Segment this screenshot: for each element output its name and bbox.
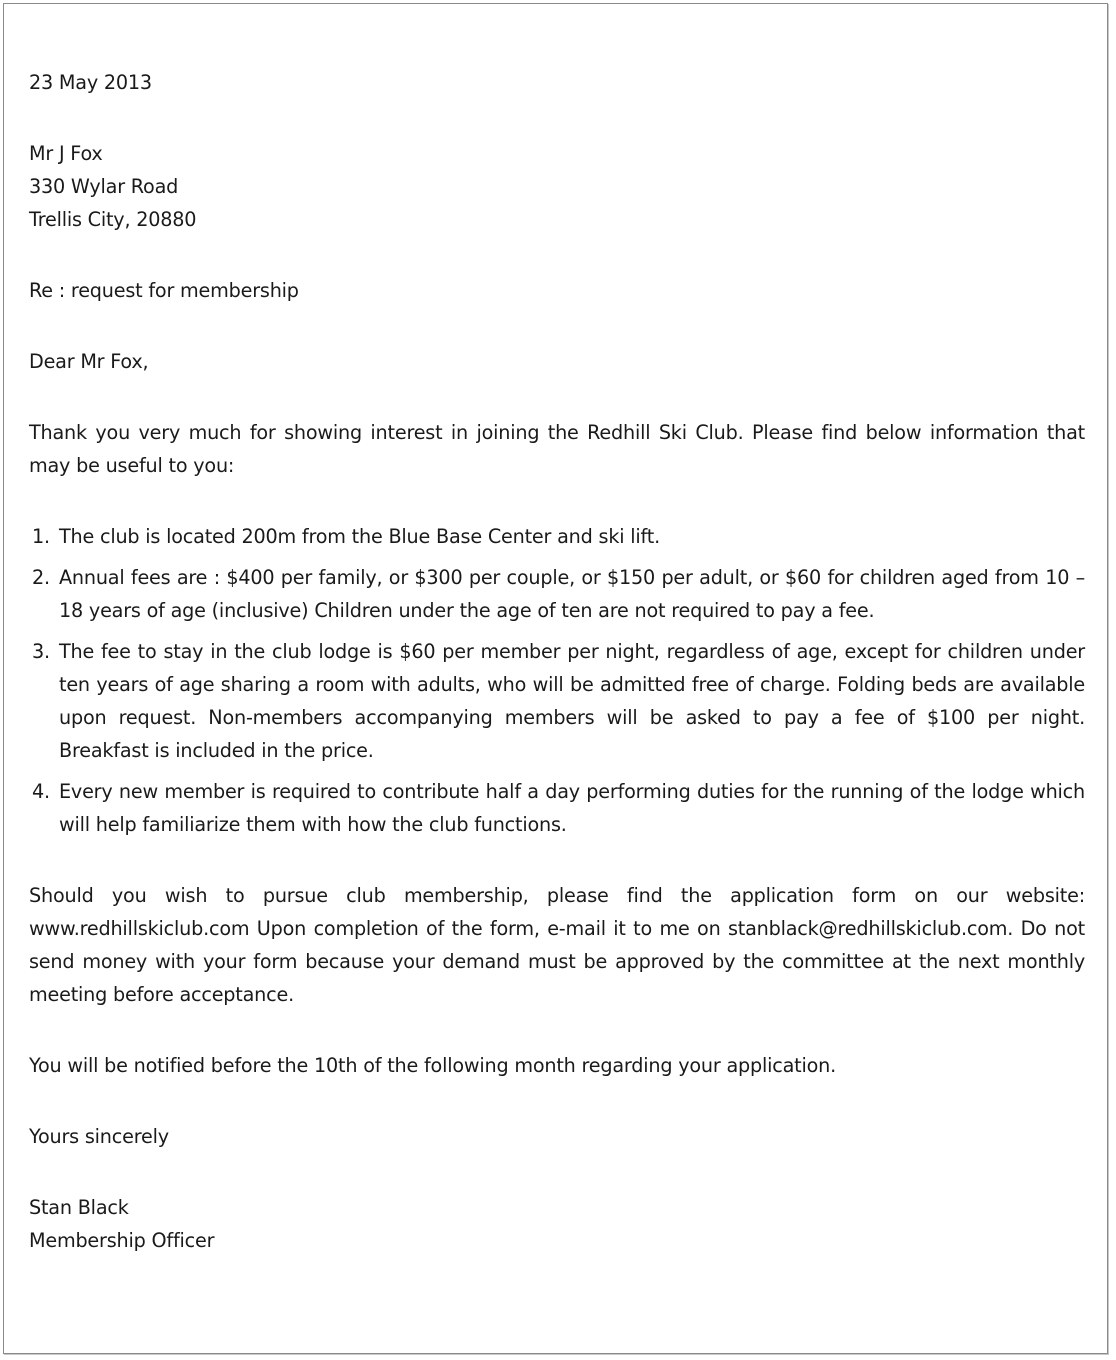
recipient-address (29, 137, 1085, 236)
list-item-number: 2. (32, 566, 50, 589)
signature-name: Stan Black (29, 1196, 129, 1219)
signature-block (29, 1191, 1085, 1257)
letter-page (3, 3, 1108, 1354)
list-item-number: 4. (32, 780, 50, 803)
signature-title: Membership Officer (29, 1229, 215, 1252)
info-list (29, 520, 1085, 841)
closing: Yours sincerely (29, 1125, 169, 1148)
list-item (29, 561, 1085, 627)
letter-date: 23 May 2013 (29, 71, 152, 94)
letter-body (29, 66, 1085, 1295)
list-item-text: The fee to stay in the club lodge is $60 per member per night, regardless of age, except for children under ten years of age sharing a room with adults, who will be admitted free of charge. Folding beds are available upon request. Non-members accompanying members will be asked to pay a fee of $100 per night. Breakfast is included in the price. (59, 640, 1085, 762)
list-item-number: 1. (32, 525, 50, 548)
recipient-city: Trellis City, 20880 (29, 208, 197, 231)
list-item (29, 520, 1085, 553)
letter-subject: Re : request for membership (29, 279, 299, 302)
intro-paragraph: Thank you very much for showing interest in joining the Redhill Ski Club. Please find below information that may be useful to you: (29, 421, 1085, 477)
list-item-text: Every new member is required to contribute half a day performing duties for the running of the lodge which will help familiarize them with how the club functions. (59, 780, 1085, 836)
notification-paragraph: You will be notified before the 10th of the following month regarding your application. (29, 1054, 837, 1077)
list-item-number: 3. (32, 640, 50, 663)
recipient-street: 330 Wylar Road (29, 175, 179, 198)
recipient-name: Mr J Fox (29, 142, 103, 165)
list-item-text: The club is located 200m from the Blue Base Center and ski lift. (59, 525, 660, 548)
list-item (29, 775, 1085, 841)
list-item-text: Annual fees are : $400 per family, or $300 per couple, or $150 per adult, or $60 for children aged from 10 – 18 years of age (inclusive) Children under the age of ten are not required to pay a fee. (59, 566, 1085, 622)
salutation: Dear Mr Fox, (29, 350, 149, 373)
application-paragraph: Should you wish to pursue club membership, please find the application form on our website: www.redhillskiclub.com Upon completion of the form, e-mail it to me on stanblack@redhillskiclub.com. Do not send money with your form because your demand must be approved by the committee at the next monthly meeting before acceptance. (29, 884, 1085, 1006)
list-item (29, 635, 1085, 767)
